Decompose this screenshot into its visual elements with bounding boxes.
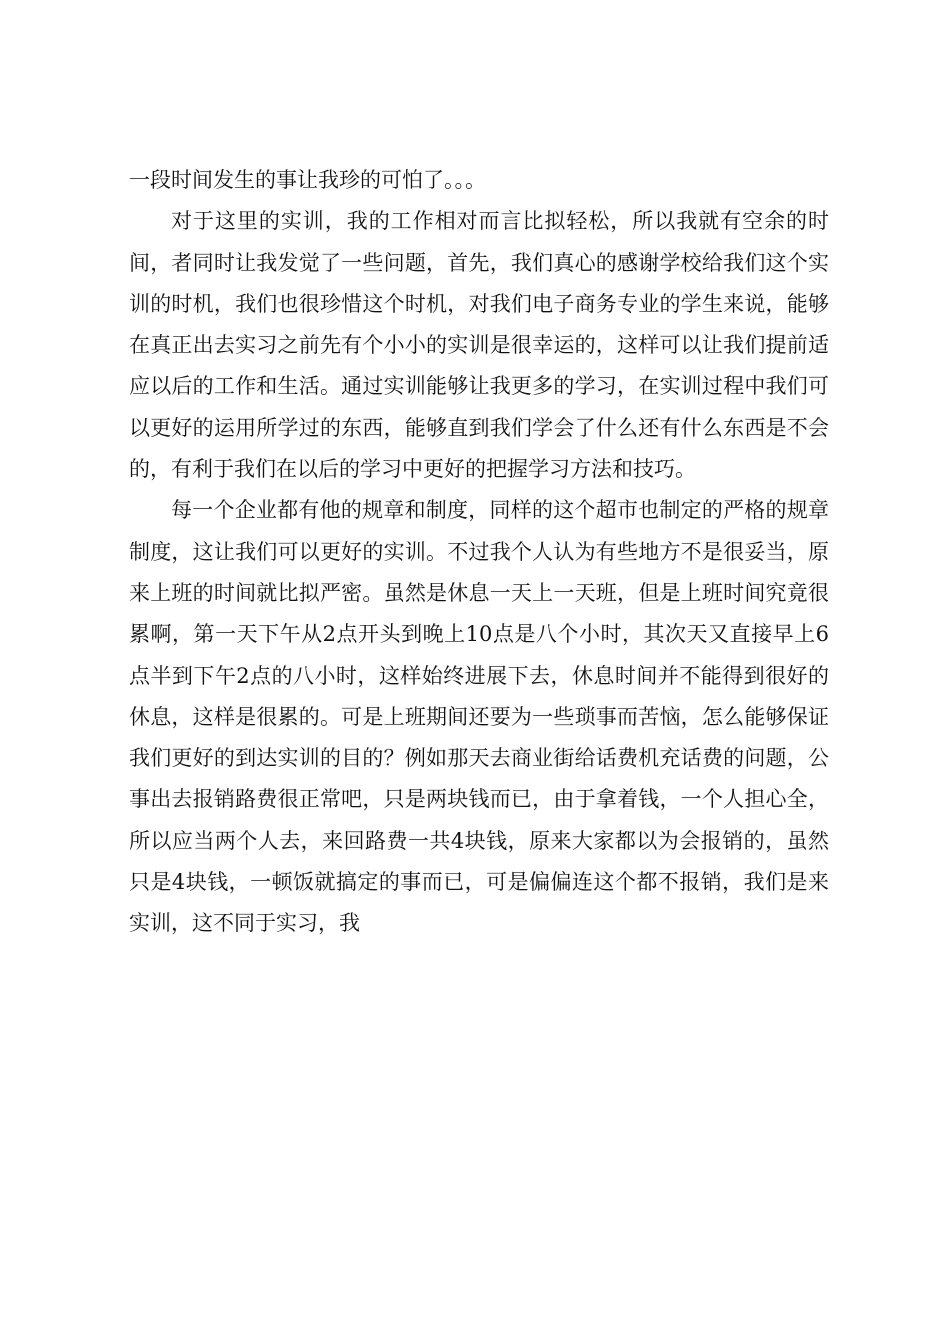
document-body bbox=[129, 160, 829, 945]
paragraph-continuation: 一段时间发生的事让我珍的可怕了。。。 bbox=[129, 168, 486, 192]
paragraph-company-rules: 每一个企业都有他的规章和制度，同样的这个超市也制定的严格的规章制度，这让我们可以更好的实训。不过我个人认为有些地方不是很妥当，原来上班的时间就比拟严密。虽然是休息一天上一天班，但是上班时间究竟很累啊，第一天下午从2点开头到晚上10点是八个小时，其次天又直接早上6点半到下午2点的八小时，这样始终进展下去，休息时间并不能得到很好的休息，这样是很累的。可是上班期间还要为一些琐事而苦恼，怎么能够保证我们更好的到达实训的目的？例如那天去商业街给话费机充话费的问题，公事出去报销路费很正常吧，只是两块钱而已，由于拿着钱，一个人担心全，所以应当两个人去，来回路费一共4块钱，原来大家都以为会报销的，虽然只是4块钱，一顿饭就搞定的事而已，可是偏偏连这个都不报销，我们是来实训，这不同于实习，我 bbox=[129, 498, 829, 936]
paragraph-training-reflection: 对于这里的实训，我的工作相对而言比拟轻松，所以我就有空余的时间，者同时让我发觉了一些问题，首先，我们真心的感谢学校给我们这个实训的时机，我们也很珍惜这个时机，对我们电子商务专业的学生来说，能够在真正出去实习之前先有个小小的实训是很幸运的，这样可以让我们提前适应以后的工作和生活。通过实训能够让我更多的学习，在实训过程中我们可以更好的运用所学过的东西，能够直到我们学会了什么还有什么东西是不会的，有利于我们在以后的学习中更好的把握学习方法和技巧。 bbox=[129, 209, 829, 482]
